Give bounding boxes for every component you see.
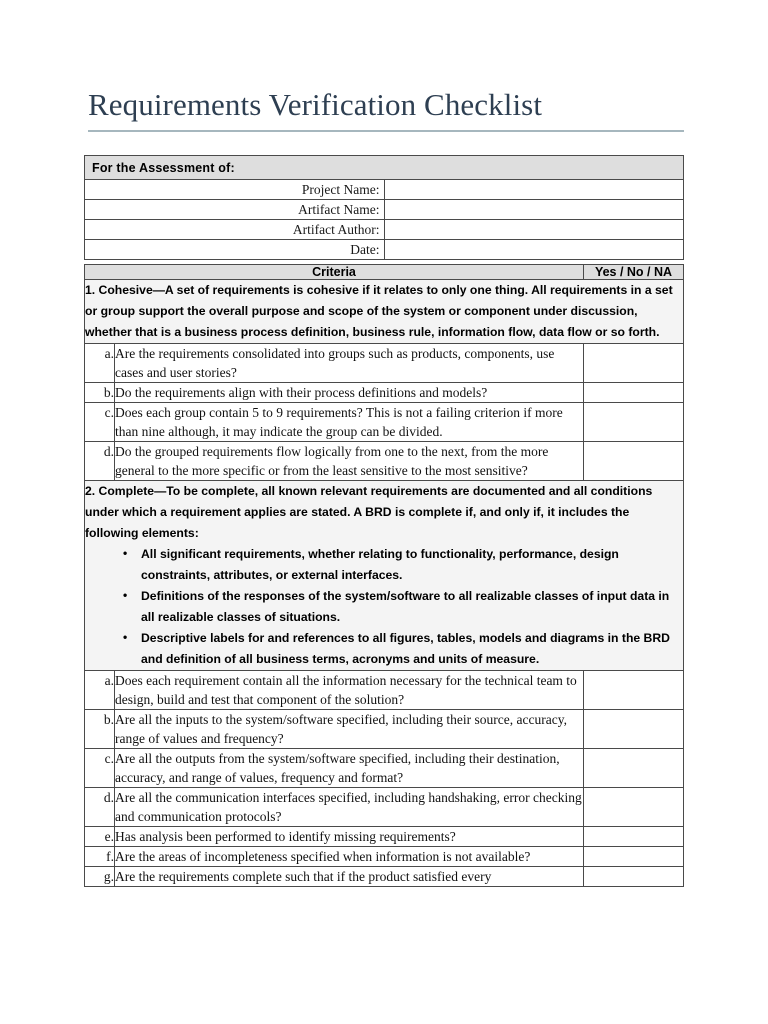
criteria-item-answer-field[interactable] <box>584 403 684 442</box>
artifact-author-label: Artifact Author: <box>85 220 385 240</box>
criteria-item-letter: d. <box>85 788 115 827</box>
criteria-section-bullet: • Descriptive labels for and references to all figures, tables, models and diagrams in the BRD and definition of all business terms, acronyms and units of measure. <box>85 628 683 670</box>
criteria-item-answer-field[interactable] <box>584 710 684 749</box>
criteria-item-answer-field[interactable] <box>584 749 684 788</box>
criteria-item-answer-field[interactable] <box>584 847 684 867</box>
criteria-item-row <box>85 344 684 383</box>
criteria-item-text: Do the grouped requirements flow logically from one to the next, from the more general to the more specific or from the least sensitive to the most sensitive? <box>115 442 584 481</box>
criteria-item-text: Are all the communication interfaces specified, including handshaking, error checking and communication protocols? <box>115 788 584 827</box>
criteria-item-letter: f. <box>85 847 115 867</box>
criteria-item-letter: g. <box>85 867 115 887</box>
criteria-item-answer-field[interactable] <box>584 383 684 403</box>
criteria-item-text: Does each requirement contain all the information necessary for the technical team to design, build and test that component of the solution? <box>115 671 584 710</box>
criteria-item-text: Has analysis been performed to identify missing requirements? <box>115 827 584 847</box>
criteria-item-row <box>85 827 684 847</box>
criteria-item-row <box>85 442 684 481</box>
assessment-header-label: For the Assessment of: <box>85 156 684 180</box>
criteria-section-bullet: • All significant requirements, whether relating to functionality, performance, design constraints, attributes, or external interfaces. <box>85 544 683 586</box>
criteria-section-text: 2. Complete—To be complete, all known relevant requirements are documented and all conditions under which a requirement applies are stated. A BRD is complete if, and only if, it includes the following elements: <box>85 484 653 540</box>
criteria-item-letter: c. <box>85 749 115 788</box>
criteria-section-cell <box>85 280 684 344</box>
assessment-row-date <box>85 240 684 260</box>
criteria-item-letter: a. <box>85 344 115 383</box>
criteria-item-row <box>85 671 684 710</box>
artifact-author-field[interactable] <box>384 220 684 240</box>
criteria-item-row <box>85 749 684 788</box>
criteria-item-row <box>85 403 684 442</box>
criteria-column-header: Criteria <box>85 265 584 280</box>
title-block <box>88 86 684 132</box>
title-divider <box>88 130 684 132</box>
assessment-table <box>84 155 684 260</box>
criteria-section-bullet: • Definitions of the responses of the system/software to all realizable classes of input data in all realizable classes of situations. <box>85 586 683 628</box>
criteria-item-letter: b. <box>85 710 115 749</box>
criteria-item-letter: a. <box>85 671 115 710</box>
criteria-item-row <box>85 710 684 749</box>
criteria-item-answer-field[interactable] <box>584 671 684 710</box>
date-label: Date: <box>85 240 385 260</box>
criteria-item-row <box>85 847 684 867</box>
criteria-table-body <box>85 265 684 887</box>
criteria-table <box>84 264 684 887</box>
criteria-item-text: Are all the inputs to the system/software specified, including their source, accuracy, range of values and frequency? <box>115 710 584 749</box>
criteria-item-text: Do the requirements align with their process definitions and models? <box>115 383 584 403</box>
criteria-section-cell <box>85 481 684 671</box>
criteria-item-letter: b. <box>85 383 115 403</box>
criteria-item-text: Are the requirements consolidated into groups such as products, components, use cases and user stories? <box>115 344 584 383</box>
criteria-item-letter: e. <box>85 827 115 847</box>
assessment-header-row <box>85 156 684 180</box>
assessment-table-body <box>85 156 684 260</box>
criteria-header-row <box>85 265 684 280</box>
criteria-section-row <box>85 481 684 671</box>
assessment-row-artifact-name <box>85 200 684 220</box>
assessment-row-artifact-author <box>85 220 684 240</box>
criteria-item-answer-field[interactable] <box>584 442 684 481</box>
criteria-item-row <box>85 788 684 827</box>
criteria-section-row <box>85 280 684 344</box>
date-field[interactable] <box>384 240 684 260</box>
criteria-item-answer-field[interactable] <box>584 344 684 383</box>
criteria-item-answer-field[interactable] <box>584 827 684 847</box>
criteria-item-letter: c. <box>85 403 115 442</box>
criteria-item-answer-field[interactable] <box>584 867 684 887</box>
criteria-section-bullets <box>85 544 683 670</box>
assessment-row-project-name <box>85 180 684 200</box>
page-title: Requirements Verification Checklist <box>88 87 543 122</box>
project-name-label: Project Name: <box>85 180 385 200</box>
project-name-field[interactable] <box>384 180 684 200</box>
criteria-section-text: 1. Cohesive—A set of requirements is cohesive if it relates to only one thing. All requirements in a set or group support the overall purpose and scope of the system or component under discussion, whether that is a business process definition, business rule, information flow, data flow or so forth. <box>85 283 673 339</box>
artifact-name-label: Artifact Name: <box>85 200 385 220</box>
criteria-item-row <box>85 867 684 887</box>
criteria-item-answer-field[interactable] <box>584 788 684 827</box>
criteria-item-text: Are the requirements complete such that if the product satisfied every <box>115 867 584 887</box>
criteria-item-text: Are all the outputs from the system/software specified, including their destination, accuracy, and range of values, frequency and format? <box>115 749 584 788</box>
criteria-item-letter: d. <box>85 442 115 481</box>
criteria-item-text: Does each group contain 5 to 9 requirements? This is not a failing criterion if more than nine although, it may indicate the group can be divided. <box>115 403 584 442</box>
artifact-name-field[interactable] <box>384 200 684 220</box>
criteria-item-text: Are the areas of incompleteness specified when information is not available? <box>115 847 584 867</box>
answer-column-header: Yes / No / NA <box>584 265 684 280</box>
criteria-item-row <box>85 383 684 403</box>
